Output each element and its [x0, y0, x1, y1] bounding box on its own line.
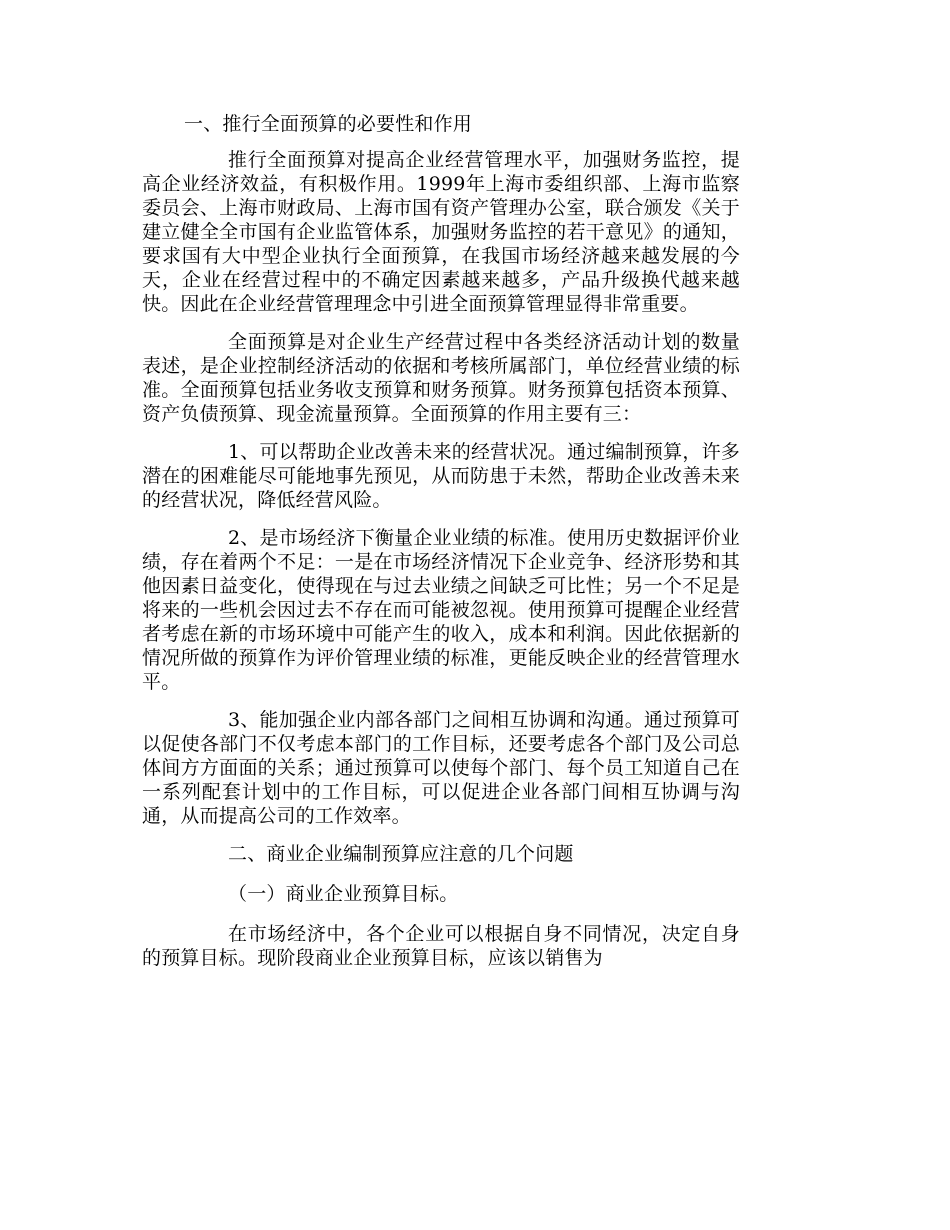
- paragraph-intro: 推行全面预算对提高企业经营管理水平，加强财务监控，提高企业经济效益，有积极作用。1999年上海市委组织部、上海市监察委员会、上海市财政局、上海市国有资产管理办公室，联合颁发《关于建立健全全市国有企业监管体系，加强财务监控的若干意见》的通知，要求国有大中型企业执行全面预算，在我国市场经济越来越发展的今天，企业在经营过程中的不确定因素越来越多，产品升级换代越来越快。因此在企业经营管理理念中引进全面预算管理显得非常重要。: [142, 149, 740, 315]
- paragraph-budget-goal: 在市场经济中，各个企业可以根据自身不同情况，决定自身的预算目标。现阶段商业企业预算目标，应该以销售为: [142, 923, 740, 969]
- paragraph-definition: 全面预算是对企业生产经营过程中各类经济活动计划的数量表述，是企业控制经济活动的依据和考核所属部门，单位经营业绩的标准。全面预算包括业务收支预算和财务预算。财务预算包括资本预算、资产负债预算、现金流量预算。全面预算的作用主要有三：: [142, 331, 740, 425]
- section-heading-1: 一、推行全面预算的必要性和作用: [184, 113, 473, 135]
- paragraph-point-3: 3、能加强企业内部各部门之间相互协调和沟通。通过预算可以促使各部门不仅考虑本部门的工作目标，还要考虑各个部门及公司总体间方方面面的关系；通过预算可以使每个部门、每个员工知道自己在一系列配套计划中的工作目标，可以促进企业各部门间相互协调与沟通，从而提高公司的工作效率。: [142, 709, 740, 827]
- section-heading-2: 二、商业企业编制预算应注意的几个问题: [228, 843, 574, 865]
- document-body: [142, 112, 740, 984]
- subsection-heading-2-1: （一）商业企业预算目标。: [228, 883, 459, 905]
- paragraph-point-2: 2、是市场经济下衡量企业业绩的标准。使用历史数据评价业绩，存在着两个不足：一是在市场经济情况下企业竞争、经济形势和其他因素日益变化，使得现在与过去业绩之间缺乏可比性；另一个不足是将来的一些机会因过去不存在而可能被忽视。使用预算可提醒企业经营者考虑在新的市场环境中可能产生的收入，成本和利润。因此依据新的情况所做的预算作为评价管理业绩的标准，更能反映企业的经营管理水平。: [142, 527, 740, 693]
- paragraph-point-1: 1、可以帮助企业改善未来的经营状况。通过编制预算，许多潜在的困难能尽可能地事先预见，从而防患于未然，帮助企业改善未来的经营状况，降低经营风险。: [142, 441, 740, 511]
